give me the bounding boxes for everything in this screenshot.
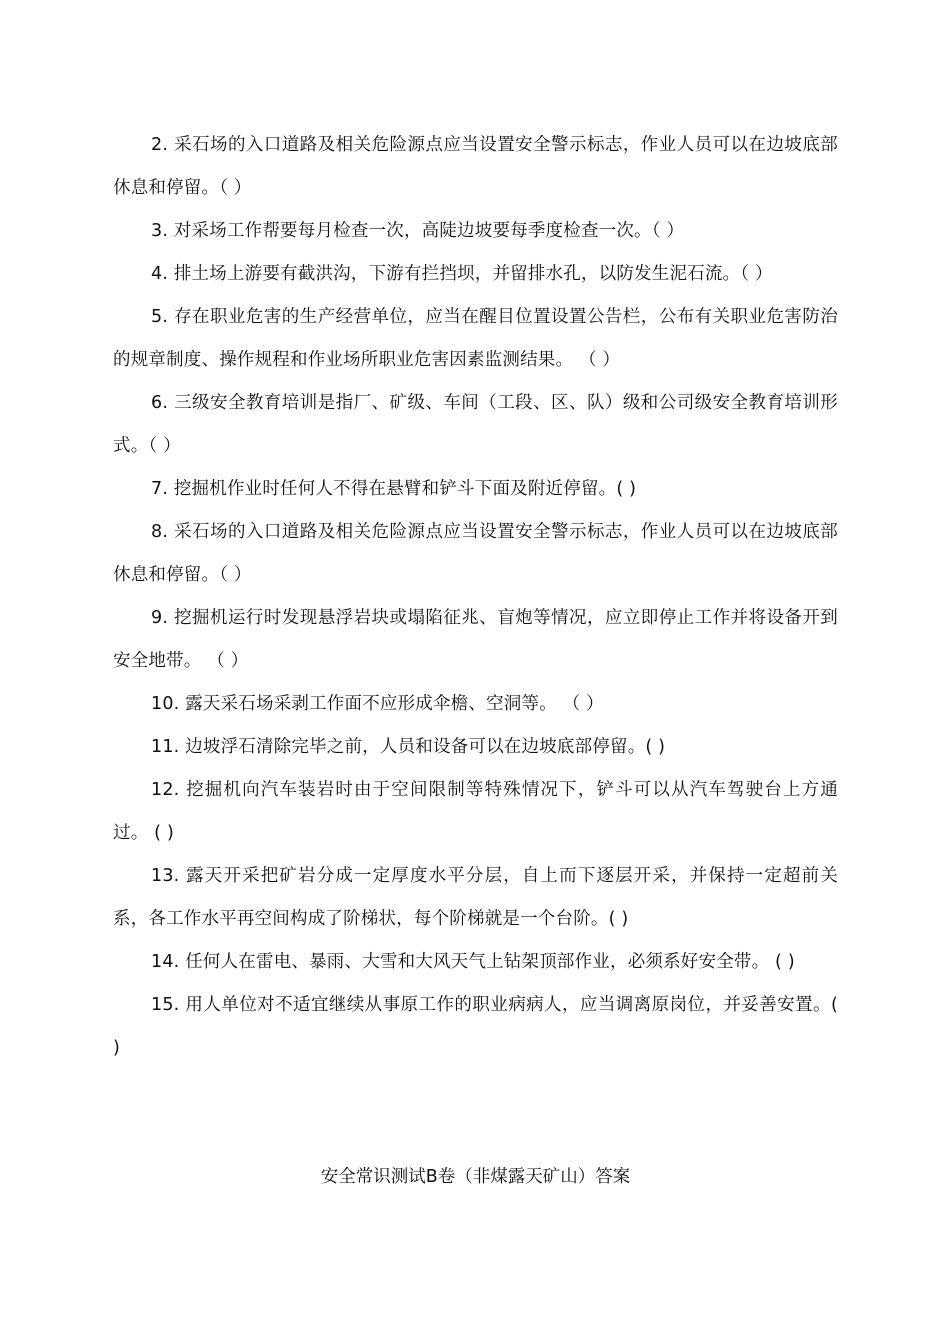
question-item: 2. 采石场的入口道路及相关危险源点应当设置安全警示标志，作业人员可以在边坡底部休息和停留。（ ） bbox=[113, 135, 838, 198]
question-item: 13. 露天开采把矿岩分成一定厚度水平分层，自上而下逐层开采，并保持一定超前关系，各工作水平再空间构成了阶梯状，每个阶梯就是一个台阶。( ) bbox=[113, 866, 838, 929]
question-item: 11. 边坡浮石清除完毕之前，人员和设备可以在边坡底部停留。( ) bbox=[151, 737, 666, 757]
question-item: 6. 三级安全教育培训是指厂、矿级、车间（工段、区、队）级和公司级安全教育培训形式。（ ） bbox=[113, 393, 838, 456]
answer-section-title: 安全常识测试B卷（非煤露天矿山）答案 bbox=[320, 1167, 631, 1187]
question-item: 15. 用人单位对不适宜继续从事原工作的职业病病人，应当调离原岗位，并妥善安置。( ) bbox=[113, 995, 838, 1058]
question-item: 3. 对采场工作帮要每月检查一次，高陡边坡要每季度检查一次。（ ） bbox=[151, 221, 685, 241]
question-item: 14. 任何人在雷电、暴雨、大雪和大风天气上钻架顶部作业，必须系好安全带。 ( ) bbox=[151, 952, 795, 972]
question-item: 9. 挖掘机运行时发现悬浮岩块或塌陷征兆、盲炮等情况，应立即停止工作并将设备开到安全地带。 （ ） bbox=[113, 608, 838, 671]
question-item: 8. 采石场的入口道路及相关危险源点应当设置安全警示标志，作业人员可以在边坡底部休息和停留。（ ） bbox=[113, 522, 838, 585]
question-item: 7. 挖掘机作业时任何人不得在悬臂和铲斗下面及附近停留。( ) bbox=[151, 479, 637, 499]
question-list bbox=[113, 124, 838, 1070]
question-item: 4. 排土场上游要有截洪沟，下游有拦挡坝，并留排水孔，以防发生泥石流。（ ） bbox=[151, 264, 773, 284]
question-item: 10. 露天采石场采剥工作面不应形成伞檐、空洞等。 （ ） bbox=[151, 694, 604, 714]
question-item: 5. 存在职业危害的生产经营单位，应当在醒目位置设置公告栏，公布有关职业危害防治的规章制度、操作规程和作业场所职业危害因素监测结果。 （ ） bbox=[113, 307, 838, 370]
question-item: 12. 挖掘机向汽车装岩时由于空间限制等特殊情况下，铲斗可以从汽车驾驶台上方通过。 ( ) bbox=[113, 780, 838, 843]
